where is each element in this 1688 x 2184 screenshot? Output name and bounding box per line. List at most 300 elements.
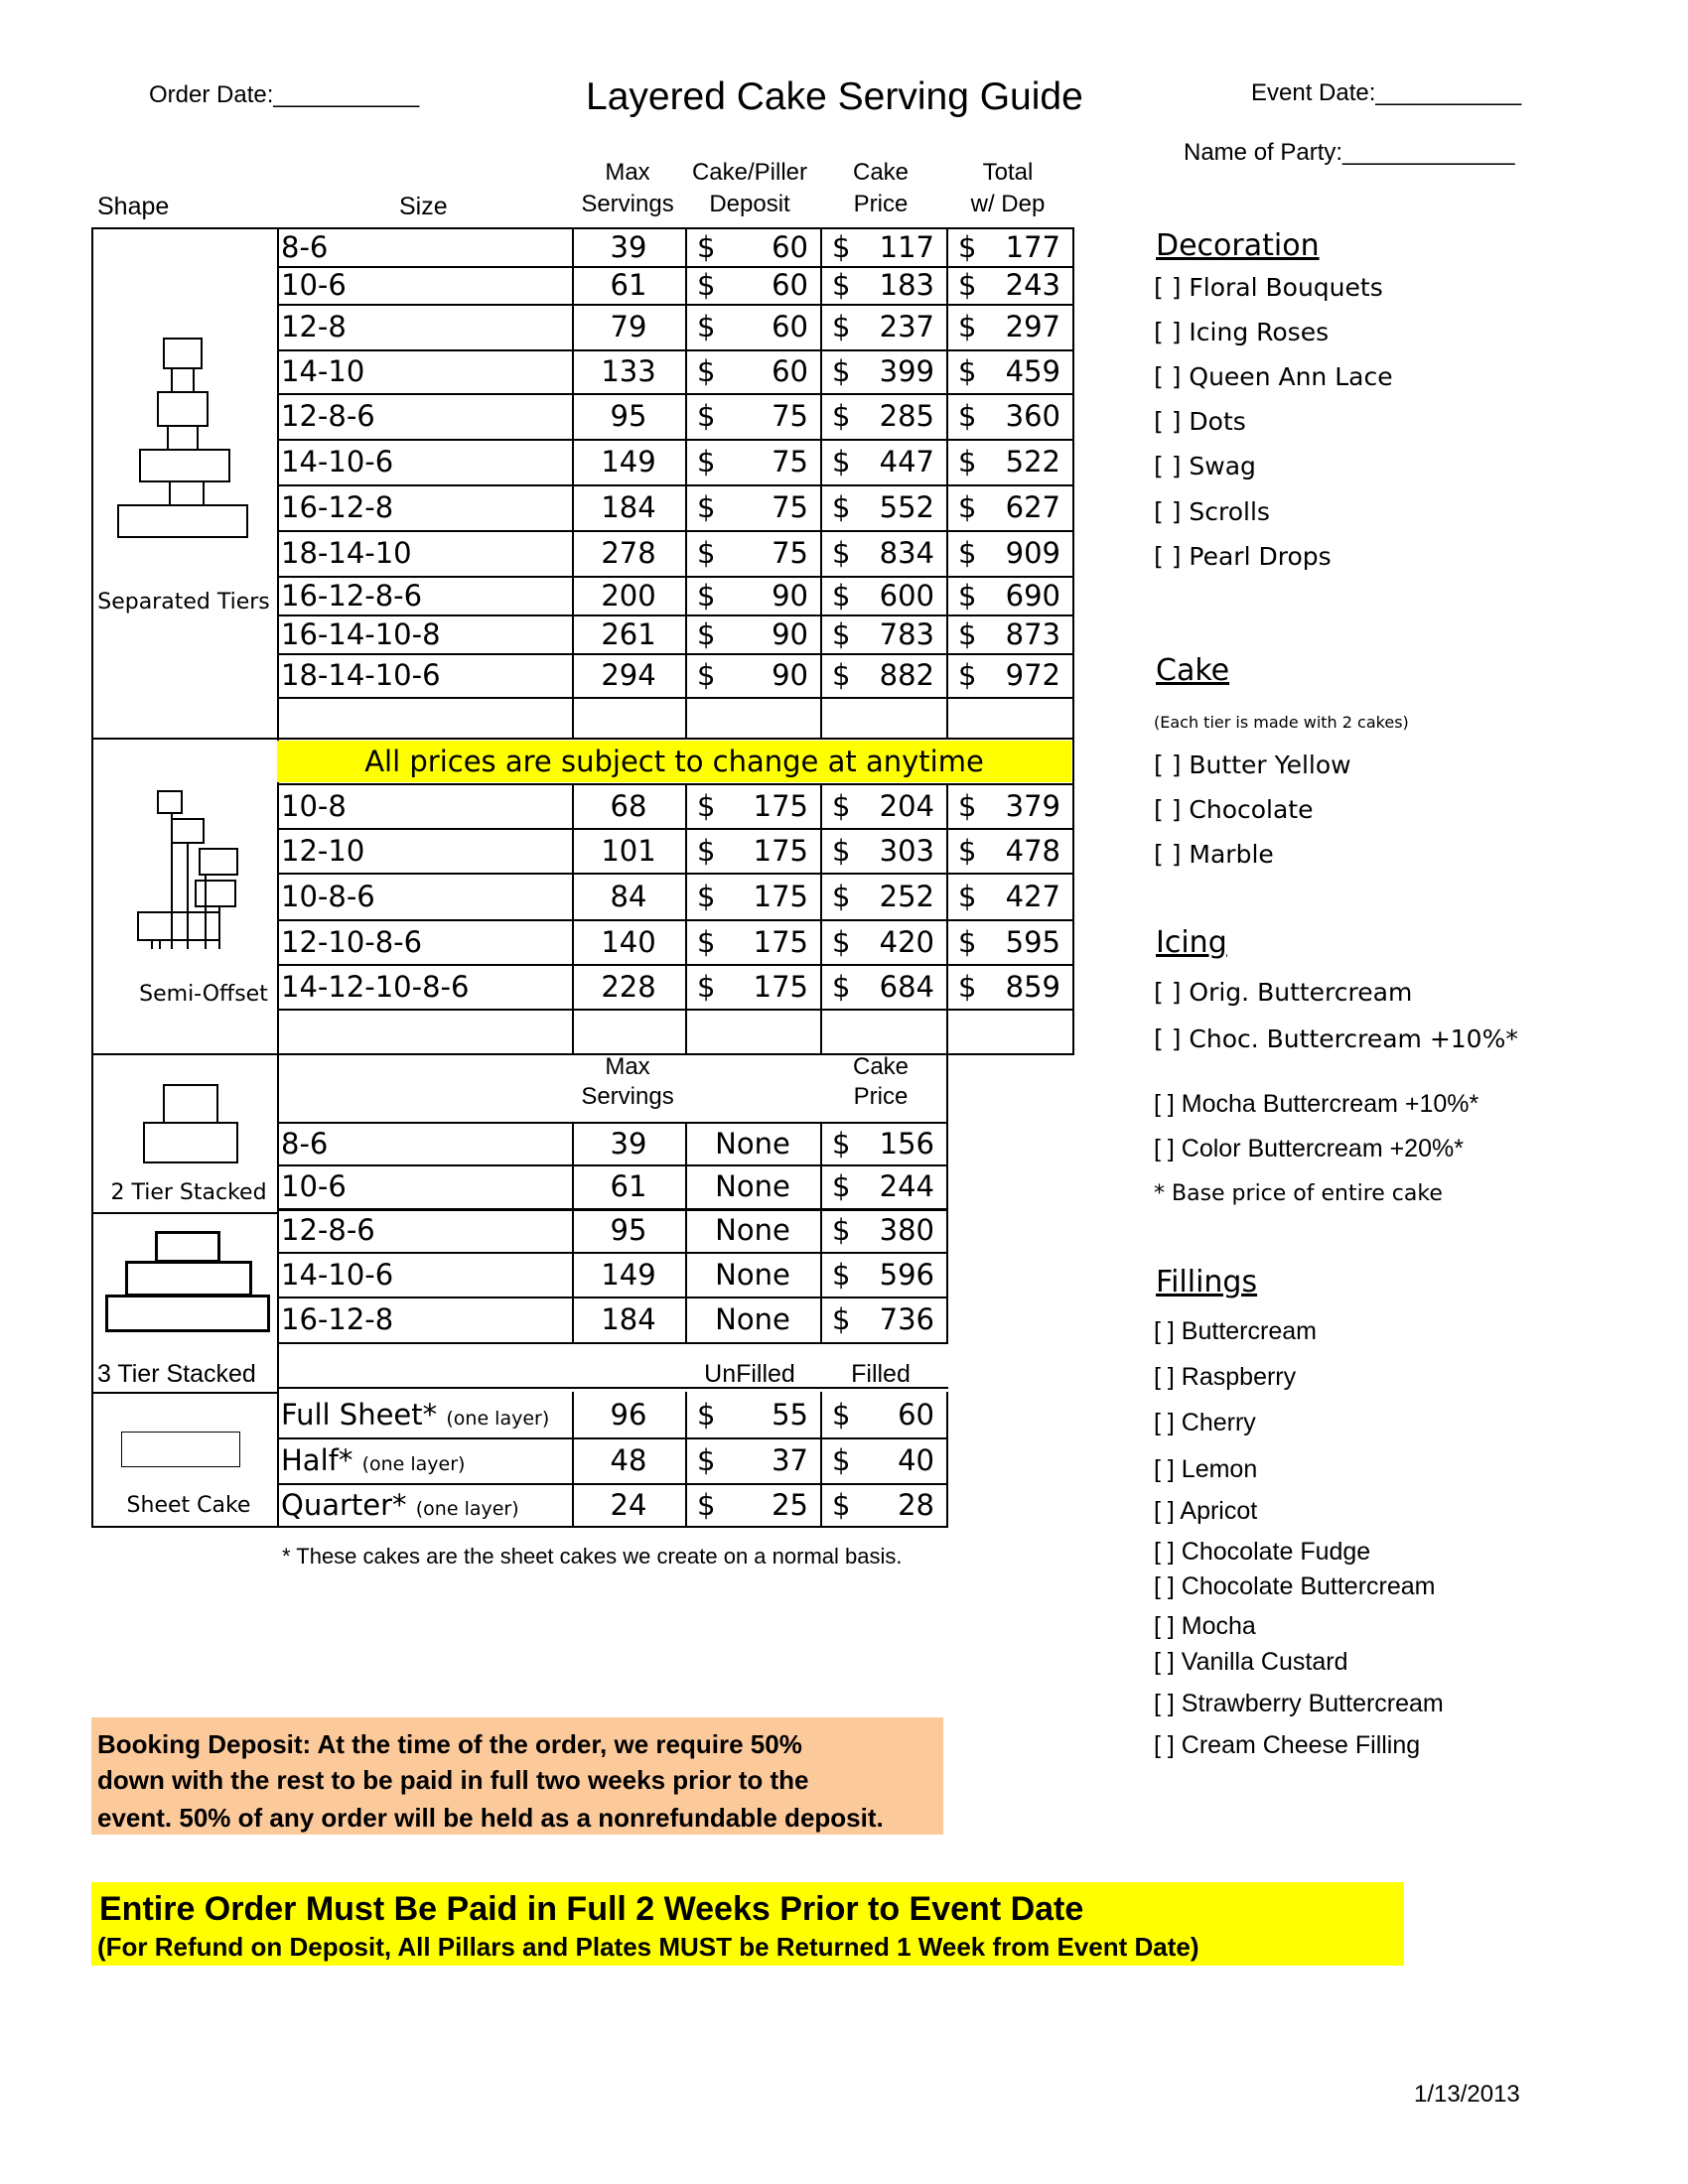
currency-symbol: $ — [697, 1443, 716, 1477]
shape-label-semi-offset: Semi-Offset — [139, 982, 268, 1007]
total-cell: 859 — [1005, 970, 1060, 1004]
currency-symbol: $ — [832, 1169, 851, 1203]
checkbox-icon[interactable]: [ ] — [1154, 1135, 1182, 1162]
price-cell: 596 — [879, 1258, 934, 1292]
size-cell — [281, 1395, 559, 1438]
option-label: Cream Cheese Filling — [1181, 1731, 1421, 1759]
filling-option[interactable] — [1154, 1538, 1370, 1567]
servings-cell: 61 — [610, 268, 647, 302]
filling-option[interactable] — [1154, 1572, 1435, 1601]
currency-symbol: $ — [832, 579, 851, 613]
price-cell: 285 — [879, 399, 934, 433]
decoration-option[interactable] — [1154, 362, 1393, 391]
currency-symbol: $ — [958, 970, 977, 1004]
currency-symbol: $ — [697, 490, 716, 524]
col-header-size: Size — [399, 193, 448, 220]
decoration-option[interactable] — [1154, 318, 1329, 346]
filled-price-cell: 40 — [898, 1443, 934, 1477]
grid-line — [946, 1122, 948, 1344]
servings-cell: 184 — [601, 1302, 656, 1336]
currency-symbol: $ — [958, 658, 977, 692]
stacked-header-max-servings: Max Servings — [581, 1053, 674, 1110]
grid-line — [946, 1392, 948, 1528]
currency-symbol: $ — [958, 880, 977, 913]
servings-cell: 24 — [610, 1488, 647, 1522]
price-cell: 552 — [879, 490, 934, 524]
checkbox-icon[interactable]: [ ] — [1154, 751, 1190, 779]
block-separator — [91, 1212, 279, 1214]
row-line — [277, 439, 1074, 441]
icing-option[interactable] — [1154, 1024, 1518, 1053]
page-title: Layered Cake Serving Guide — [586, 75, 1083, 118]
block-separator — [91, 1053, 279, 1055]
grid-line — [1072, 783, 1074, 1055]
deposit-cell: 90 — [772, 617, 808, 651]
size-cell: 14-10-6 — [281, 1258, 394, 1292]
total-cell: 243 — [1005, 268, 1060, 302]
servings-cell: 79 — [610, 310, 647, 343]
total-cell: 690 — [1005, 579, 1060, 613]
currency-symbol: $ — [697, 579, 716, 613]
currency-symbol: $ — [697, 354, 716, 388]
deposit-cell: None — [715, 1258, 790, 1292]
option-label: Queen Ann Lace — [1189, 362, 1393, 391]
shape-label-separated: Separated Tiers — [97, 590, 270, 614]
deposit-cell: 90 — [772, 658, 808, 692]
option-label: Butter Yellow — [1189, 751, 1351, 779]
sheet-header-unfilled: UnFilled — [704, 1360, 795, 1388]
payment-notice-line-2: (For Refund on Deposit, All Pillars and Plates MUST be Returned 1 Week from Event Date) — [97, 1932, 1199, 1962]
filled-price-cell: 28 — [898, 1488, 934, 1522]
currency-symbol: $ — [832, 834, 851, 868]
section-title-decoration: Decoration — [1156, 228, 1320, 263]
deposit-cell: 60 — [772, 310, 808, 343]
deposit-cell: 60 — [772, 268, 808, 302]
shape-column-border — [277, 227, 279, 1528]
deposit-cell: 60 — [772, 354, 808, 388]
currency-symbol: $ — [832, 1443, 851, 1477]
checkbox-icon[interactable]: [ ] — [1154, 978, 1190, 1007]
row-line — [277, 1252, 948, 1254]
checkbox-icon[interactable]: [ ] — [1154, 1648, 1182, 1676]
currency-symbol: $ — [958, 536, 977, 570]
servings-cell: 149 — [601, 445, 656, 478]
price-cell: 183 — [879, 268, 934, 302]
size-cell — [281, 1485, 559, 1529]
total-cell: 522 — [1005, 445, 1060, 478]
price-change-notice: All prices are subject to change at anytime — [364, 745, 984, 778]
checkbox-icon[interactable]: [ ] — [1154, 497, 1190, 526]
size-cell: 18-14-10-6 — [281, 658, 441, 692]
currency-symbol: $ — [958, 925, 977, 959]
option-label: Vanilla Custard — [1181, 1648, 1348, 1676]
currency-symbol: $ — [697, 536, 716, 570]
currency-symbol: $ — [832, 1398, 851, 1432]
servings-cell: 95 — [610, 399, 647, 433]
servings-cell: 84 — [610, 880, 647, 913]
unfilled-price-cell: 25 — [772, 1488, 808, 1522]
size-cell: 12-8-6 — [281, 1213, 375, 1247]
currency-symbol: $ — [697, 268, 716, 302]
deposit-cell: None — [715, 1127, 790, 1160]
total-cell: 627 — [1005, 490, 1060, 524]
currency-symbol: $ — [697, 789, 716, 823]
filling-option[interactable] — [1154, 1409, 1256, 1437]
size-cell — [281, 1440, 559, 1484]
deposit-cell: 175 — [753, 880, 808, 913]
col-header-total: Total w/ Dep — [970, 159, 1046, 217]
total-cell: 177 — [1005, 230, 1060, 264]
price-cell: 117 — [879, 230, 934, 264]
sheet-header-filled: Filled — [851, 1360, 911, 1388]
total-cell: 873 — [1005, 617, 1060, 651]
size-cell: 14-10 — [281, 354, 365, 388]
servings-cell: 278 — [601, 536, 656, 570]
size-cell: 12-8-6 — [281, 399, 375, 433]
price-cell: 447 — [879, 445, 934, 478]
checkbox-icon[interactable]: [ ] — [1154, 1409, 1182, 1436]
date-footer: 1/13/2013 — [1414, 2081, 1520, 2108]
checkbox-icon[interactable]: [ ] — [1154, 840, 1190, 869]
deposit-cell: None — [715, 1302, 790, 1336]
checkbox-icon[interactable]: [ ] — [1154, 1090, 1182, 1118]
checkbox-icon[interactable]: [ ] — [1154, 542, 1190, 571]
payment-notice-box — [91, 1882, 1404, 1966]
option-label: Icing Roses — [1189, 318, 1330, 346]
total-cell: 459 — [1005, 354, 1060, 388]
deposit-cell: 60 — [772, 230, 808, 264]
currency-symbol: $ — [832, 658, 851, 692]
currency-symbol: $ — [958, 230, 977, 264]
currency-symbol: $ — [832, 1488, 851, 1522]
currency-symbol: $ — [958, 268, 977, 302]
booking-deposit-line-3: event. 50% of any order will be held as a nonrefundable deposit. — [97, 1803, 884, 1833]
col-header-deposit: Cake/Piller Deposit — [691, 159, 808, 217]
row-line — [277, 873, 1074, 875]
decoration-option[interactable] — [1154, 497, 1270, 526]
option-label: Dots — [1189, 407, 1246, 436]
servings-cell: 261 — [601, 617, 656, 651]
option-label: Chocolate — [1189, 795, 1314, 824]
currency-symbol: $ — [832, 925, 851, 959]
block-separator — [91, 1392, 279, 1394]
price-cell: 834 — [879, 536, 934, 570]
option-label: Choc. Buttercream +10%* — [1189, 1024, 1518, 1053]
sheet-size-note: (one layer) — [361, 1453, 466, 1475]
row-line — [277, 783, 1074, 785]
decoration-option[interactable] — [1154, 452, 1256, 480]
currency-symbol: $ — [832, 490, 851, 524]
price-cell: 380 — [879, 1213, 934, 1247]
servings-cell: 39 — [610, 1127, 647, 1160]
col-header-shape: Shape — [97, 193, 170, 220]
stacked-header-cake-price: Cake Price — [852, 1053, 910, 1110]
option-label: Chocolate Fudge — [1181, 1538, 1371, 1566]
currency-symbol: $ — [697, 617, 716, 651]
price-cell: 783 — [879, 617, 934, 651]
option-label: Color Buttercream +20%* — [1181, 1135, 1464, 1162]
option-label: Raspberry — [1181, 1363, 1297, 1391]
currency-symbol: $ — [832, 268, 851, 302]
sheet-size-label: Quarter* — [281, 1488, 416, 1522]
booking-deposit-box — [91, 1717, 943, 1835]
currency-symbol: $ — [958, 834, 977, 868]
size-cell: 12-10 — [281, 834, 365, 868]
row-line — [277, 393, 1074, 395]
deposit-cell: 175 — [753, 789, 808, 823]
event-date-field[interactable]: Event Date:___________ — [1251, 79, 1522, 106]
sheet-size-note: (one layer) — [446, 1408, 550, 1430]
servings-cell: 101 — [601, 834, 656, 868]
col-header-cake-price: Cake Price — [852, 159, 910, 217]
deposit-cell: 75 — [772, 399, 808, 433]
servings-cell: 294 — [601, 658, 656, 692]
checkbox-icon[interactable]: [ ] — [1154, 1572, 1182, 1600]
total-cell: 360 — [1005, 399, 1060, 433]
checkbox-icon[interactable]: [ ] — [1154, 1538, 1182, 1566]
size-cell: 10-8 — [281, 789, 347, 823]
price-cell: 399 — [879, 354, 934, 388]
size-cell: 16-12-8 — [281, 490, 394, 524]
price-cell: 244 — [879, 1169, 934, 1203]
deposit-cell: 75 — [772, 490, 808, 524]
order-date-field[interactable]: Order Date:___________ — [149, 81, 420, 108]
checkbox-icon[interactable]: [ ] — [1154, 362, 1190, 391]
price-cell: 156 — [879, 1127, 934, 1160]
option-label: Strawberry Buttercream — [1181, 1690, 1444, 1717]
currency-symbol: $ — [832, 1213, 851, 1247]
filling-option[interactable] — [1154, 1497, 1257, 1526]
servings-cell: 184 — [601, 490, 656, 524]
currency-symbol: $ — [958, 490, 977, 524]
size-cell: 12-10-8-6 — [281, 925, 423, 959]
booking-deposit-line-1: Booking Deposit: At the time of the order, we require 50% — [97, 1729, 802, 1759]
shape-label-sheet: Sheet Cake — [126, 1493, 251, 1518]
currency-symbol: $ — [958, 310, 977, 343]
deposit-cell: 75 — [772, 536, 808, 570]
row-line — [277, 964, 1074, 966]
unfilled-price-cell: 55 — [772, 1398, 808, 1432]
price-cell: 420 — [879, 925, 934, 959]
icing-option[interactable] — [1154, 1135, 1464, 1163]
servings-cell: 96 — [610, 1398, 647, 1432]
servings-cell: 95 — [610, 1213, 647, 1247]
checkbox-icon[interactable]: [ ] — [1154, 1690, 1182, 1717]
currency-symbol: $ — [832, 399, 851, 433]
size-cell: 12-8 — [281, 310, 347, 343]
table-left-border — [91, 227, 93, 1528]
currency-symbol: $ — [697, 658, 716, 692]
price-cell: 252 — [879, 880, 934, 913]
currency-symbol: $ — [832, 310, 851, 343]
icing-option[interactable] — [1154, 978, 1412, 1007]
sheet-size-note: (one layer) — [415, 1498, 519, 1520]
servings-cell: 61 — [610, 1169, 647, 1203]
row-line — [277, 530, 1074, 532]
row-line — [277, 484, 1074, 486]
currency-symbol: $ — [832, 354, 851, 388]
currency-symbol: $ — [832, 1127, 851, 1160]
size-cell: 10-6 — [281, 1169, 347, 1203]
size-cell: 10-8-6 — [281, 880, 375, 913]
filled-price-cell: 60 — [898, 1398, 934, 1432]
currency-symbol: $ — [832, 230, 851, 264]
option-label: Mocha — [1181, 1612, 1256, 1640]
sheet-size-label: Half* — [281, 1443, 362, 1477]
shape-label-2-tier: 2 Tier Stacked — [110, 1180, 267, 1205]
row-line — [277, 919, 1074, 921]
currency-symbol: $ — [697, 1488, 716, 1522]
price-cell: 882 — [879, 658, 934, 692]
total-cell: 972 — [1005, 658, 1060, 692]
currency-symbol: $ — [697, 834, 716, 868]
cake-option[interactable] — [1154, 840, 1274, 869]
row-line — [277, 697, 1074, 699]
servings-cell: 200 — [601, 579, 656, 613]
currency-symbol: $ — [958, 399, 977, 433]
filling-option[interactable] — [1154, 1317, 1317, 1346]
shape-label-3-tier: 3 Tier Stacked — [97, 1360, 256, 1388]
currency-symbol: $ — [958, 445, 977, 478]
col-header-max-servings: Max Servings — [581, 159, 674, 217]
decoration-option[interactable] — [1154, 273, 1383, 302]
servings-cell: 149 — [601, 1258, 656, 1292]
section-title-cake: Cake — [1156, 653, 1230, 688]
sheet-size-label: Full Sheet* — [281, 1398, 447, 1432]
currency-symbol: $ — [832, 445, 851, 478]
cake-option[interactable] — [1154, 795, 1314, 824]
checkbox-icon[interactable]: [ ] — [1154, 452, 1190, 480]
deposit-cell: 175 — [753, 970, 808, 1004]
option-label: Swag — [1189, 452, 1256, 480]
decoration-option[interactable] — [1154, 542, 1332, 571]
cake-option[interactable] — [1154, 751, 1351, 779]
total-cell: 297 — [1005, 310, 1060, 343]
checkbox-icon[interactable]: [ ] — [1154, 1455, 1182, 1483]
price-cell: 303 — [879, 834, 934, 868]
size-cell: 14-12-10-8-6 — [281, 970, 470, 1004]
currency-symbol: $ — [697, 1398, 716, 1432]
size-cell: 16-14-10-8 — [281, 617, 441, 651]
filling-option[interactable] — [1154, 1731, 1420, 1760]
section-title-icing: Icing — [1156, 925, 1227, 960]
option-label: Marble — [1189, 840, 1274, 869]
currency-symbol: $ — [697, 970, 716, 1004]
option-label: Apricot — [1180, 1497, 1258, 1525]
currency-symbol: $ — [958, 354, 977, 388]
total-cell: 478 — [1005, 834, 1060, 868]
decoration-option[interactable] — [1154, 407, 1246, 436]
row-line — [277, 738, 1074, 740]
total-cell: 909 — [1005, 536, 1060, 570]
size-cell: 16-12-8 — [281, 1302, 394, 1336]
option-label: Orig. Buttercream — [1189, 978, 1413, 1007]
currency-symbol: $ — [832, 536, 851, 570]
grid-line — [946, 1053, 948, 1124]
currency-symbol: $ — [697, 445, 716, 478]
servings-cell: 228 — [601, 970, 656, 1004]
option-label: Chocolate Buttercream — [1181, 1572, 1436, 1600]
checkbox-icon[interactable]: [ ] — [1154, 1497, 1181, 1525]
grid-line — [1072, 227, 1074, 740]
servings-cell: 68 — [610, 789, 647, 823]
checkbox-icon[interactable]: [ ] — [1154, 1024, 1190, 1053]
option-label: Pearl Drops — [1189, 542, 1332, 571]
currency-symbol: $ — [958, 617, 977, 651]
block-separator — [91, 738, 279, 740]
deposit-cell: 75 — [772, 445, 808, 478]
filling-option[interactable] — [1154, 1690, 1444, 1718]
checkbox-icon[interactable]: [ ] — [1154, 1612, 1182, 1640]
checkbox-icon[interactable]: [ ] — [1154, 795, 1190, 824]
size-cell: 18-14-10 — [281, 536, 412, 570]
sheet-footnote: * These cakes are the sheet cakes we create on a normal basis. — [282, 1544, 903, 1569]
filling-option[interactable] — [1154, 1455, 1257, 1484]
deposit-cell: None — [715, 1213, 790, 1247]
option-label: Cherry — [1181, 1409, 1256, 1436]
deposit-cell: 175 — [753, 834, 808, 868]
option-label: Mocha Buttercream +10%* — [1181, 1090, 1479, 1118]
deposit-cell: 175 — [753, 925, 808, 959]
grid-line — [1072, 738, 1074, 785]
size-cell: 8-6 — [281, 1127, 329, 1160]
currency-symbol: $ — [832, 617, 851, 651]
name-of-party-field[interactable]: Name of Party:_____________ — [1184, 139, 1515, 166]
size-cell: 10-6 — [281, 268, 347, 302]
checkbox-icon[interactable]: [ ] — [1154, 273, 1190, 302]
servings-cell: 133 — [601, 354, 656, 388]
size-cell: 8-6 — [281, 230, 329, 264]
row-line — [277, 1342, 948, 1344]
checkbox-icon[interactable]: [ ] — [1154, 1317, 1182, 1345]
checkbox-icon[interactable]: [ ] — [1154, 1731, 1182, 1759]
option-label: Buttercream — [1181, 1317, 1317, 1345]
row-line — [277, 1009, 1074, 1011]
price-cell: 600 — [879, 579, 934, 613]
option-label: Scrolls — [1189, 497, 1270, 526]
booking-deposit-line-2: down with the rest to be paid in full two weeks prior to the — [97, 1765, 809, 1795]
checkbox-icon[interactable]: [ ] — [1154, 1363, 1182, 1391]
option-label: Lemon — [1181, 1455, 1258, 1483]
currency-symbol: $ — [958, 789, 977, 823]
filling-option[interactable] — [1154, 1612, 1256, 1641]
currency-symbol: $ — [958, 579, 977, 613]
currency-symbol: $ — [697, 399, 716, 433]
row-line — [277, 828, 1074, 830]
size-cell: 14-10-6 — [281, 445, 394, 478]
checkbox-icon[interactable]: [ ] — [1154, 318, 1190, 346]
total-cell: 427 — [1005, 880, 1060, 913]
currency-symbol: $ — [832, 1302, 851, 1336]
section-title-fillings: Fillings — [1156, 1265, 1258, 1299]
total-cell: 595 — [1005, 925, 1060, 959]
filling-option[interactable] — [1154, 1363, 1296, 1392]
currency-symbol: $ — [832, 1258, 851, 1292]
size-cell: 16-12-8-6 — [281, 579, 423, 613]
price-cell: 736 — [879, 1302, 934, 1336]
checkbox-icon[interactable]: [ ] — [1154, 407, 1190, 436]
currency-symbol: $ — [832, 789, 851, 823]
filling-option[interactable] — [1154, 1648, 1347, 1677]
payment-notice-line-1: Entire Order Must Be Paid in Full 2 Weeks Prior to Event Date — [99, 1890, 1084, 1928]
icing-option[interactable] — [1154, 1090, 1478, 1119]
currency-symbol: $ — [832, 880, 851, 913]
currency-symbol: $ — [697, 310, 716, 343]
deposit-cell: 90 — [772, 579, 808, 613]
servings-cell: 39 — [610, 230, 647, 264]
unfilled-price-cell: 37 — [772, 1443, 808, 1477]
currency-symbol: $ — [697, 925, 716, 959]
